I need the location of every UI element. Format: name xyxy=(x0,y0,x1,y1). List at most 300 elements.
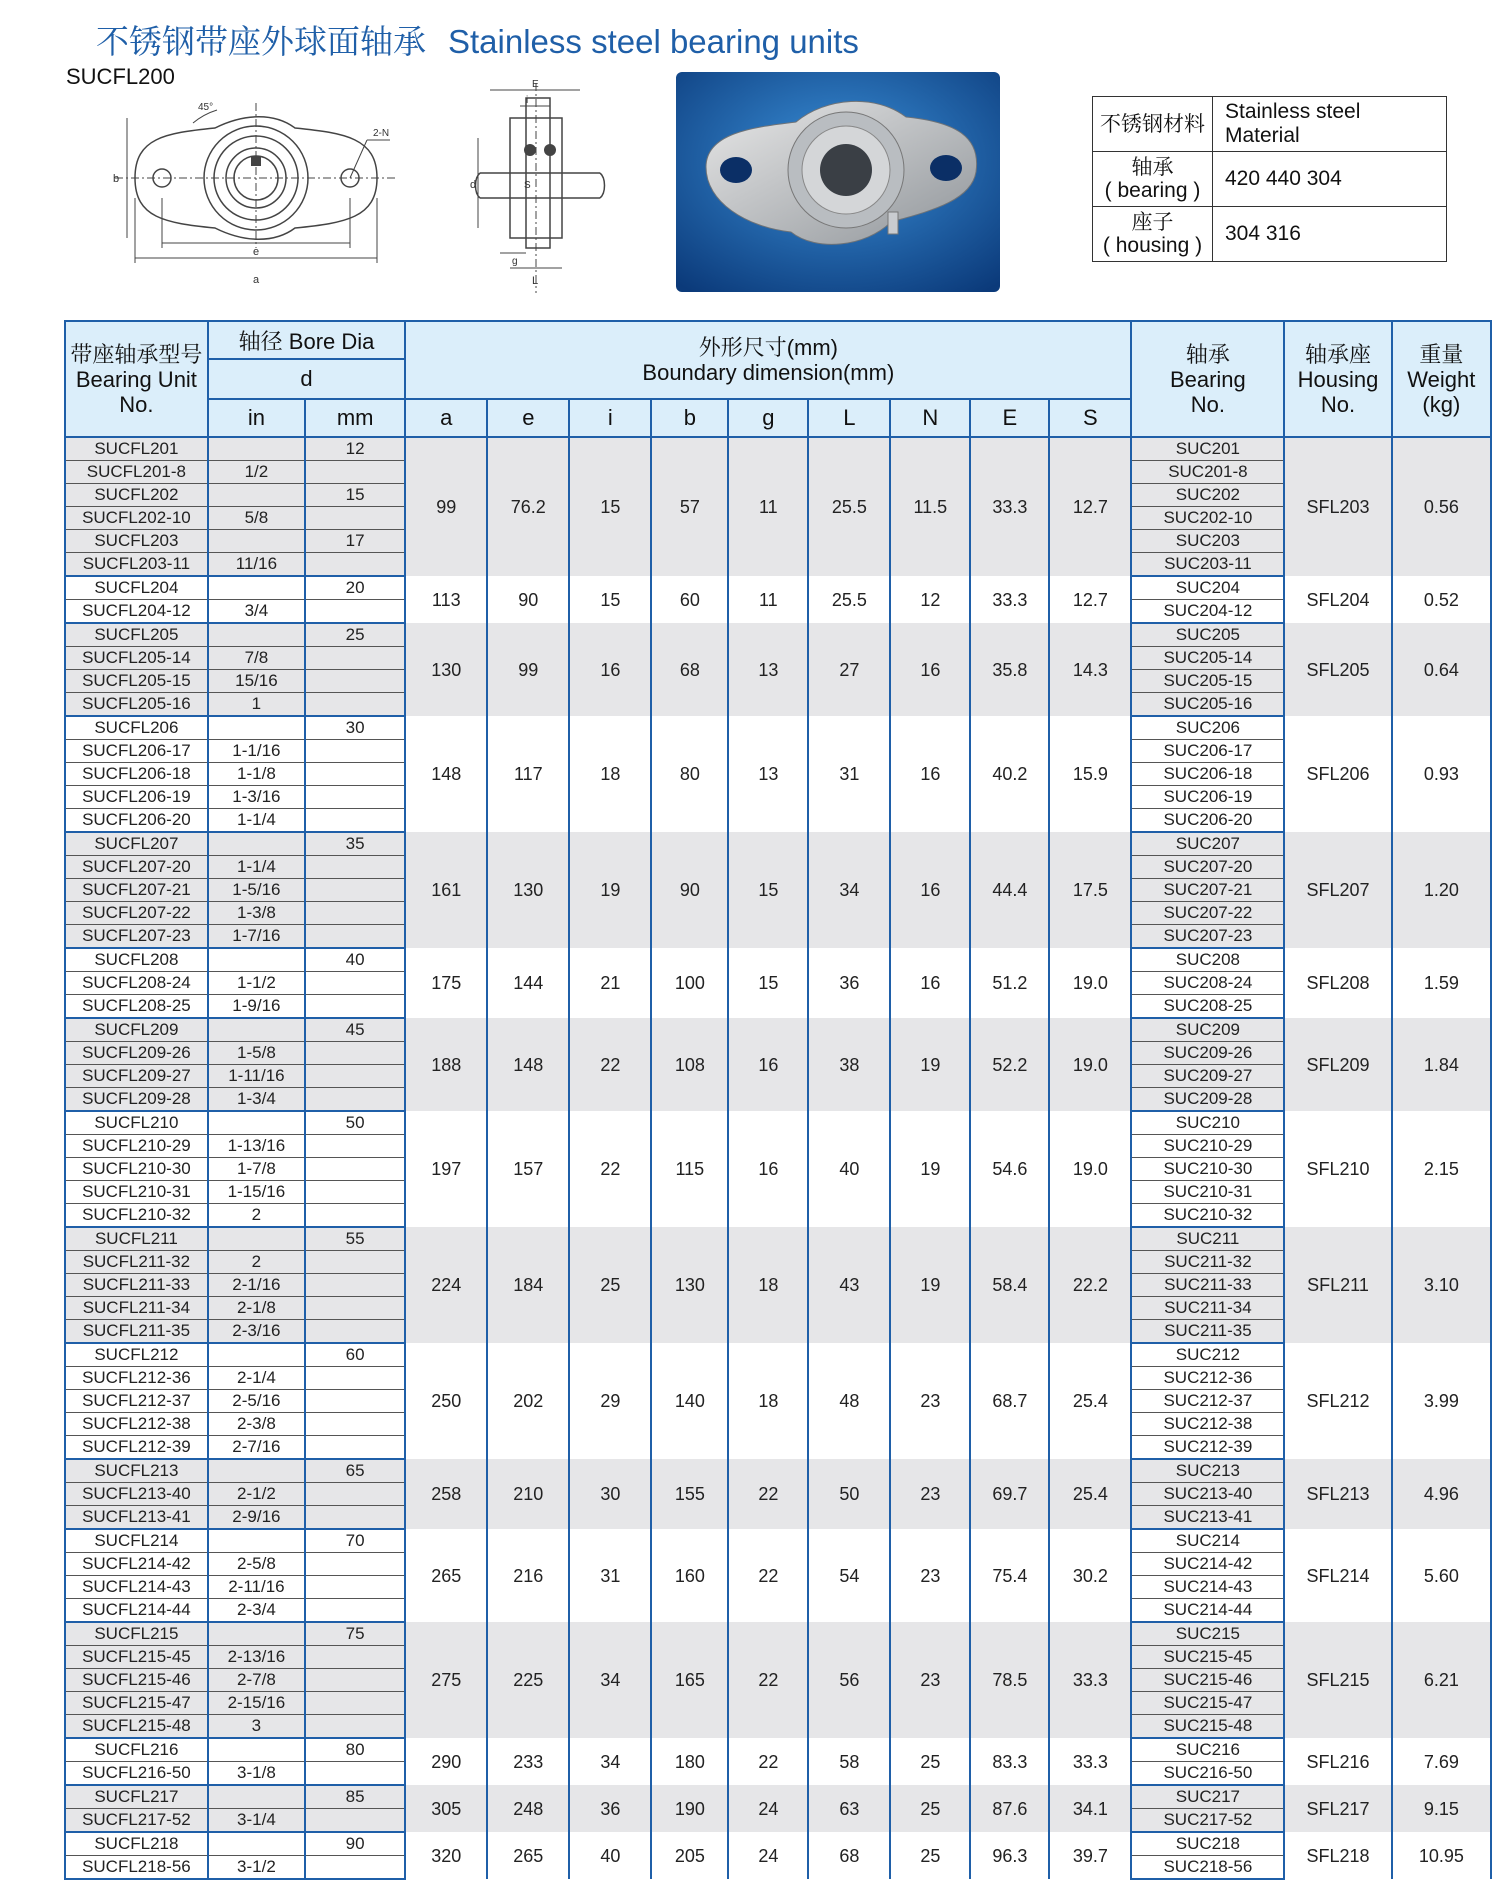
unit-no-cell: SUCFL207-20 xyxy=(65,856,208,879)
bearing-no-cell: SUC211-33 xyxy=(1131,1274,1284,1297)
bore-mm-cell: 50 xyxy=(305,1111,405,1135)
bearing-no-cell: SUC218-56 xyxy=(1131,1856,1284,1880)
bore-in-cell xyxy=(208,1018,305,1042)
dim-g-cell: 22 xyxy=(728,1738,808,1785)
bore-in-cell: 1-7/16 xyxy=(208,925,305,949)
header-line: Boundary dimension(mm) xyxy=(642,360,895,385)
dim-a-cell: 99 xyxy=(405,437,487,576)
weight-cell: 2.15 xyxy=(1392,1111,1491,1227)
bore-in-cell xyxy=(208,1622,305,1646)
dim-g-cell: 18 xyxy=(728,1343,808,1459)
bore-in-cell: 1-5/16 xyxy=(208,879,305,902)
unit-no-cell: SUCFL205-14 xyxy=(65,647,208,670)
bearing-no-cell: SUC214-43 xyxy=(1131,1576,1284,1599)
bore-in-cell: 2 xyxy=(208,1251,305,1274)
dim-e-cell: 99 xyxy=(487,623,569,716)
bore-in-cell: 2-3/16 xyxy=(208,1320,305,1344)
bore-in-cell: 5/8 xyxy=(208,507,305,530)
dim-a-cell: 290 xyxy=(405,1738,487,1785)
dim-e-cell: 210 xyxy=(487,1459,569,1529)
unit-no-cell: SUCFL209 xyxy=(65,1018,208,1042)
weight-cell: 6.21 xyxy=(1392,1622,1491,1738)
weight-cell: 0.64 xyxy=(1392,623,1491,716)
dim-L-cell: 63 xyxy=(808,1785,890,1832)
dim-N-cell: 16 xyxy=(890,948,970,1018)
dim-b-cell: 68 xyxy=(651,623,728,716)
bore-in-cell: 2-5/16 xyxy=(208,1390,305,1413)
dim-L-cell: 50 xyxy=(808,1459,890,1529)
bore-in-cell: 2-3/4 xyxy=(208,1599,305,1623)
dim-e-cell: 130 xyxy=(487,832,569,948)
bore-mm-cell xyxy=(305,461,405,484)
dim-S-cell: 12.7 xyxy=(1049,576,1131,623)
bearing-no-cell: SUC205-16 xyxy=(1131,693,1284,717)
dim-i-cell: 19 xyxy=(569,832,651,948)
bearing-no-cell: SUC217 xyxy=(1131,1785,1284,1809)
bearing-no-cell: SUC216-50 xyxy=(1131,1762,1284,1786)
unit-no-cell: SUCFL206-18 xyxy=(65,763,208,786)
bore-mm-cell xyxy=(305,1413,405,1436)
bore-in-cell: 2-9/16 xyxy=(208,1506,305,1530)
weight-cell: 7.69 xyxy=(1392,1738,1491,1785)
material-zh xyxy=(1093,207,1213,262)
unit-no-cell: SUCFL209-26 xyxy=(65,1042,208,1065)
header-line: No. xyxy=(1320,391,1356,417)
dim-g-cell: 15 xyxy=(728,948,808,1018)
unit-no-cell: SUCFL207 xyxy=(65,832,208,856)
bore-in-cell xyxy=(208,1738,305,1762)
housing-no-cell: SFL211 xyxy=(1284,1227,1391,1343)
bearing-no-cell: SUC210-31 xyxy=(1131,1181,1284,1204)
dim-E-cell: 68.7 xyxy=(970,1343,1049,1459)
bearing-no-cell: SUC212 xyxy=(1131,1343,1284,1367)
bore-in-cell: 1-15/16 xyxy=(208,1181,305,1204)
dim-e-cell: 144 xyxy=(487,948,569,1018)
header-line: (kg) xyxy=(1422,391,1461,417)
dim-E-cell: 44.4 xyxy=(970,832,1049,948)
dim-E-header: E xyxy=(970,399,1049,437)
bearing-no-cell: SUC207-23 xyxy=(1131,925,1284,949)
bore-mm-cell: 35 xyxy=(305,832,405,856)
dim-i-cell: 16 xyxy=(569,623,651,716)
housing-no-header xyxy=(1284,321,1391,437)
bearing-no-cell: SUC206-19 xyxy=(1131,786,1284,809)
bore-mm-cell xyxy=(305,1692,405,1715)
dim-g-cell: 22 xyxy=(728,1622,808,1738)
header-line: Bearing xyxy=(1169,366,1246,392)
dim-b-cell: 108 xyxy=(651,1018,728,1111)
dim-E-cell: 87.6 xyxy=(970,1785,1049,1832)
dim-N-cell: 16 xyxy=(890,716,970,832)
table-row xyxy=(65,1111,1491,1135)
housing-no-cell: SFL218 xyxy=(1284,1832,1391,1879)
bore-mm-cell xyxy=(305,553,405,577)
bore-in-cell: 1/2 xyxy=(208,461,305,484)
dim-N-cell: 11.5 xyxy=(890,437,970,576)
unit-no-cell: SUCFL206-19 xyxy=(65,786,208,809)
unit-no-cell: SUCFL218 xyxy=(65,1832,208,1856)
unit-no-cell: SUCFL214 xyxy=(65,1529,208,1553)
unit-no-cell: SUCFL208-25 xyxy=(65,995,208,1019)
e-label: e xyxy=(253,246,260,258)
bore-mm-cell: 15 xyxy=(305,484,405,507)
dim-L-cell: 34 xyxy=(808,832,890,948)
bearing-no-cell: SUC215-46 xyxy=(1131,1669,1284,1692)
housing-no-cell: SFL203 xyxy=(1284,437,1391,576)
header-line: 轴承座 xyxy=(1305,341,1372,367)
dim-E-cell: 75.4 xyxy=(970,1529,1049,1622)
dim-i-cell: 34 xyxy=(569,1738,651,1785)
dim-N-cell: 12 xyxy=(890,576,970,623)
unit-no-cell: SUCFL213-40 xyxy=(65,1483,208,1506)
bore-mm-cell xyxy=(305,740,405,763)
unit-no-cell: SUCFL201-8 xyxy=(65,461,208,484)
dim-i-cell: 22 xyxy=(569,1018,651,1111)
housing-no-cell: SFL216 xyxy=(1284,1738,1391,1785)
bore-in-cell: 1-13/16 xyxy=(208,1135,305,1158)
bearing-no-cell: SUC204-12 xyxy=(1131,600,1284,624)
bore-mm-cell: 30 xyxy=(305,716,405,740)
unit-no-cell: SUCFL210-29 xyxy=(65,1135,208,1158)
dim-e-cell: 225 xyxy=(487,1622,569,1738)
bearing-no-cell: SUC207-21 xyxy=(1131,879,1284,902)
bearing-no-cell: SUC216 xyxy=(1131,1738,1284,1762)
dim-b-cell: 155 xyxy=(651,1459,728,1529)
dim-g-cell: 22 xyxy=(728,1529,808,1622)
weight-cell: 0.93 xyxy=(1392,716,1491,832)
bearing-no-cell: SUC209-27 xyxy=(1131,1065,1284,1088)
bore-in-cell: 3-1/8 xyxy=(208,1762,305,1786)
unit-no-cell: SUCFL205-15 xyxy=(65,670,208,693)
bearing-no-cell: SUC206 xyxy=(1131,716,1284,740)
unit-no-cell: SUCFL216 xyxy=(65,1738,208,1762)
bore-mm-cell xyxy=(305,670,405,693)
bore-in-cell xyxy=(208,832,305,856)
bore-in-cell: 1-11/16 xyxy=(208,1065,305,1088)
dim-E-cell: 33.3 xyxy=(970,437,1049,576)
bore-mm-cell: 90 xyxy=(305,1832,405,1856)
bearing-no-cell: SUC211-32 xyxy=(1131,1251,1284,1274)
dim-S-cell: 17.5 xyxy=(1049,832,1131,948)
dim-N-cell: 23 xyxy=(890,1529,970,1622)
bore-in-cell: 2 xyxy=(208,1204,305,1228)
dim-N-cell: 23 xyxy=(890,1459,970,1529)
bearing-no-cell: SUC210-32 xyxy=(1131,1204,1284,1228)
bore-in-cell xyxy=(208,1785,305,1809)
dim-a-header: a xyxy=(405,399,487,437)
bearing-no-cell: SUC210-29 xyxy=(1131,1135,1284,1158)
unit-no-cell: SUCFL203 xyxy=(65,530,208,553)
bore-mm-cell xyxy=(305,1042,405,1065)
housing-no-cell: SFL205 xyxy=(1284,623,1391,716)
bearing-no-cell: SUC215-45 xyxy=(1131,1646,1284,1669)
dim-a-cell: 224 xyxy=(405,1227,487,1343)
dim-E-cell: 58.4 xyxy=(970,1227,1049,1343)
in-header: in xyxy=(208,399,305,437)
bore-mm-cell xyxy=(305,1320,405,1344)
b-label: b xyxy=(113,173,120,185)
bearing-no-cell: SUC208 xyxy=(1131,948,1284,972)
material-zh-line: 轴承 xyxy=(1131,156,1174,179)
dim-e-cell: 184 xyxy=(487,1227,569,1343)
table-row xyxy=(65,1343,1491,1367)
material-zh: 不锈钢材料 xyxy=(1093,97,1213,152)
bore-mm-cell: 75 xyxy=(305,1622,405,1646)
bore-in-cell: 1-3/4 xyxy=(208,1088,305,1112)
bore-in-cell: 3 xyxy=(208,1715,305,1739)
g-label: g xyxy=(512,256,518,267)
bearing-no-cell: SUC203-11 xyxy=(1131,553,1284,577)
bearing-no-cell: SUC209-26 xyxy=(1131,1042,1284,1065)
material-row xyxy=(1093,207,1447,262)
bearing-no-cell: SUC207-22 xyxy=(1131,902,1284,925)
bearing-no-cell: SUC209 xyxy=(1131,1018,1284,1042)
bore-in-cell: 1-1/4 xyxy=(208,809,305,833)
unit-no-header xyxy=(65,321,208,437)
unit-no-cell: SUCFL202-10 xyxy=(65,507,208,530)
bore-mm-cell xyxy=(305,1297,405,1320)
unit-no-cell: SUCFL215 xyxy=(65,1622,208,1646)
material-value: 420 440 304 xyxy=(1213,152,1447,207)
weight-cell: 4.96 xyxy=(1392,1459,1491,1529)
dim-e-cell: 76.2 xyxy=(487,437,569,576)
dim-a-cell: 265 xyxy=(405,1529,487,1622)
header-line: 轴承 xyxy=(1185,341,1230,367)
bore-in-cell: 1-5/8 xyxy=(208,1042,305,1065)
dim-g-cell: 24 xyxy=(728,1785,808,1832)
unit-no-cell: SUCFL207-23 xyxy=(65,925,208,949)
dim-L-cell: 25.5 xyxy=(808,576,890,623)
page-title xyxy=(96,16,859,63)
front-view-drawing xyxy=(105,98,395,293)
dim-L-cell: 40 xyxy=(808,1111,890,1227)
material-row xyxy=(1093,152,1447,207)
bearing-no-cell: SUC206-18 xyxy=(1131,763,1284,786)
unit-no-cell: SUCFL213 xyxy=(65,1459,208,1483)
dim-S-cell: 25.4 xyxy=(1049,1459,1131,1529)
dim-S-cell: 19.0 xyxy=(1049,948,1131,1018)
bore-in-cell: 1-1/8 xyxy=(208,763,305,786)
bearing-no-cell: SUC213 xyxy=(1131,1459,1284,1483)
bore-mm-cell xyxy=(305,1065,405,1088)
bearing-no-cell: SUC202-10 xyxy=(1131,507,1284,530)
header-line: 外形尺寸(mm) xyxy=(698,335,838,360)
header-line: Weight xyxy=(1407,366,1476,392)
bearing-no-cell: SUC206-17 xyxy=(1131,740,1284,763)
dim-S-cell: 30.2 xyxy=(1049,1529,1131,1622)
unit-no-cell: SUCFL201 xyxy=(65,437,208,461)
housing-no-cell: SFL214 xyxy=(1284,1529,1391,1622)
table-row xyxy=(65,1785,1491,1809)
dim-a-cell: 320 xyxy=(405,1832,487,1879)
bore-mm-cell xyxy=(305,1204,405,1228)
bore-in-cell xyxy=(208,1529,305,1553)
bore-mm-cell xyxy=(305,1274,405,1297)
dim-L-cell: 31 xyxy=(808,716,890,832)
bore-in-cell: 2-13/16 xyxy=(208,1646,305,1669)
unit-no-cell: SUCFL210-32 xyxy=(65,1204,208,1228)
weight-header xyxy=(1392,321,1491,437)
bore-in-cell: 1-7/8 xyxy=(208,1158,305,1181)
unit-no-cell: SUCFL212-37 xyxy=(65,1390,208,1413)
dim-e-cell: 117 xyxy=(487,716,569,832)
bore-mm-cell: 80 xyxy=(305,1738,405,1762)
bearing-no-cell: SUC211 xyxy=(1131,1227,1284,1251)
header-line: 带座轴承型号 xyxy=(70,341,203,367)
dim-S-cell: 33.3 xyxy=(1049,1622,1131,1738)
bearing-no-cell: SUC208-24 xyxy=(1131,972,1284,995)
dim-g-cell: 22 xyxy=(728,1459,808,1529)
material-value: 304 316 xyxy=(1213,207,1447,262)
dim-a-cell: 250 xyxy=(405,1343,487,1459)
d-label: d xyxy=(470,179,477,191)
bearing-no-cell: SUC214-42 xyxy=(1131,1553,1284,1576)
bearing-no-cell: SUC210 xyxy=(1131,1111,1284,1135)
dim-e-header: e xyxy=(487,399,569,437)
dim-g-cell: 18 xyxy=(728,1227,808,1343)
unit-no-cell: SUCFL214-42 xyxy=(65,1553,208,1576)
bearing-no-cell: SUC205-15 xyxy=(1131,670,1284,693)
dim-E-cell: 69.7 xyxy=(970,1459,1049,1529)
table-row xyxy=(65,576,1491,600)
model-label: SUCFL200 xyxy=(66,64,175,89)
bore-in-cell: 2-7/8 xyxy=(208,1669,305,1692)
dim-a-cell: 197 xyxy=(405,1111,487,1227)
unit-no-cell: SUCFL211-33 xyxy=(65,1274,208,1297)
bore-in-cell: 3-1/4 xyxy=(208,1809,305,1833)
bearing-no-cell: SUC211-35 xyxy=(1131,1320,1284,1344)
unit-no-cell: SUCFL209-27 xyxy=(65,1065,208,1088)
bore-mm-cell: 17 xyxy=(305,530,405,553)
bearing-no-cell: SUC212-39 xyxy=(1131,1436,1284,1460)
dim-g-cell: 16 xyxy=(728,1018,808,1111)
dim-a-cell: 161 xyxy=(405,832,487,948)
bearing-no-cell: SUC207-20 xyxy=(1131,856,1284,879)
unit-no-cell: SUCFL207-22 xyxy=(65,902,208,925)
dim-S-cell: 12.7 xyxy=(1049,437,1131,576)
bearing-no-cell: SUC211-34 xyxy=(1131,1297,1284,1320)
dim-e-cell: 216 xyxy=(487,1529,569,1622)
dim-S-cell: 39.7 xyxy=(1049,1832,1131,1879)
housing-no-cell: SFL213 xyxy=(1284,1459,1391,1529)
material-zh-line: ( bearing ) xyxy=(1104,179,1201,202)
bore-in-cell: 2-1/4 xyxy=(208,1367,305,1390)
material-row xyxy=(1093,97,1447,152)
dim-b-cell: 115 xyxy=(651,1111,728,1227)
bore-in-cell xyxy=(208,623,305,647)
housing-no-cell: SFL206 xyxy=(1284,716,1391,832)
dim-e-cell: 248 xyxy=(487,1785,569,1832)
bore-mm-cell xyxy=(305,786,405,809)
bore-in-cell: 1 xyxy=(208,693,305,717)
bearing-no-cell: SUC218 xyxy=(1131,1832,1284,1856)
bore-mm-cell xyxy=(305,1181,405,1204)
bore-mm-cell: 45 xyxy=(305,1018,405,1042)
dim-a-cell: 148 xyxy=(405,716,487,832)
dim-i-cell: 15 xyxy=(569,437,651,576)
bearing-no-cell: SUC213-41 xyxy=(1131,1506,1284,1530)
dim-b-cell: 57 xyxy=(651,437,728,576)
bore-in-cell xyxy=(208,1111,305,1135)
bearing-no-cell: SUC203 xyxy=(1131,530,1284,553)
bore-mm-cell xyxy=(305,1436,405,1460)
housing-no-cell: SFL212 xyxy=(1284,1343,1391,1459)
spec-table-body xyxy=(65,437,1491,1879)
weight-cell: 10.95 xyxy=(1392,1832,1491,1879)
table-row xyxy=(65,716,1491,740)
unit-no-cell: SUCFL211-35 xyxy=(65,1320,208,1344)
bore-mm-cell xyxy=(305,693,405,717)
unit-no-cell: SUCFL204 xyxy=(65,576,208,600)
weight-cell: 5.60 xyxy=(1392,1529,1491,1622)
bore-mm-cell: 70 xyxy=(305,1529,405,1553)
bearing-no-cell: SUC210-30 xyxy=(1131,1158,1284,1181)
material-table xyxy=(1092,96,1447,262)
housing-no-cell: SFL207 xyxy=(1284,832,1391,948)
unit-no-cell: SUCFL205-16 xyxy=(65,693,208,717)
dim-e-cell: 233 xyxy=(487,1738,569,1785)
dim-L-cell: 68 xyxy=(808,1832,890,1879)
dim-S-cell: 14.3 xyxy=(1049,623,1131,716)
dim-e-cell: 265 xyxy=(487,1832,569,1879)
weight-cell: 3.10 xyxy=(1392,1227,1491,1343)
bore-in-cell xyxy=(208,1459,305,1483)
housing-no-cell: SFL215 xyxy=(1284,1622,1391,1738)
weight-cell: 9.15 xyxy=(1392,1785,1491,1832)
bore-in-cell: 1-1/4 xyxy=(208,856,305,879)
weight-cell: 0.52 xyxy=(1392,576,1491,623)
table-row xyxy=(65,832,1491,856)
bearing-photo xyxy=(676,72,1000,292)
side-view-drawing xyxy=(470,78,610,298)
dim-S-cell: 22.2 xyxy=(1049,1227,1131,1343)
unit-no-cell: SUCFL215-45 xyxy=(65,1646,208,1669)
housing-no-cell: SFL209 xyxy=(1284,1018,1391,1111)
unit-no-cell: SUCFL211 xyxy=(65,1227,208,1251)
bore-mm-cell xyxy=(305,1367,405,1390)
bore-mm-cell xyxy=(305,1483,405,1506)
bearing-no-cell: SUC215-48 xyxy=(1131,1715,1284,1739)
dim-a-cell: 258 xyxy=(405,1459,487,1529)
bore-in-cell: 2-7/16 xyxy=(208,1436,305,1460)
unit-no-cell: SUCFL206 xyxy=(65,716,208,740)
unit-no-cell: SUCFL218-56 xyxy=(65,1856,208,1880)
dim-L-cell: 27 xyxy=(808,623,890,716)
bore-in-cell: 2-11/16 xyxy=(208,1576,305,1599)
unit-no-cell: SUCFL210-30 xyxy=(65,1158,208,1181)
bore-mm-cell xyxy=(305,925,405,949)
bearing-no-cell: SUC214-44 xyxy=(1131,1599,1284,1623)
dim-N-header: N xyxy=(890,399,970,437)
bore-mm-cell xyxy=(305,1715,405,1739)
bore-in-cell: 7/8 xyxy=(208,647,305,670)
bore-mm-cell xyxy=(305,600,405,624)
weight-cell: 1.20 xyxy=(1392,832,1491,948)
dim-g-cell: 11 xyxy=(728,437,808,576)
E-label: E xyxy=(532,79,539,90)
bore-mm-cell: 60 xyxy=(305,1343,405,1367)
dim-g-cell: 15 xyxy=(728,832,808,948)
bore-in-cell: 3/4 xyxy=(208,600,305,624)
bore-in-cell: 2-1/8 xyxy=(208,1297,305,1320)
unit-no-cell: SUCFL205 xyxy=(65,623,208,647)
dim-b-cell: 60 xyxy=(651,576,728,623)
dim-g-cell: 13 xyxy=(728,716,808,832)
bore-in-cell: 1-3/8 xyxy=(208,902,305,925)
bore-in-cell xyxy=(208,1832,305,1856)
dim-E-cell: 54.6 xyxy=(970,1111,1049,1227)
bore-mm-cell xyxy=(305,1599,405,1623)
